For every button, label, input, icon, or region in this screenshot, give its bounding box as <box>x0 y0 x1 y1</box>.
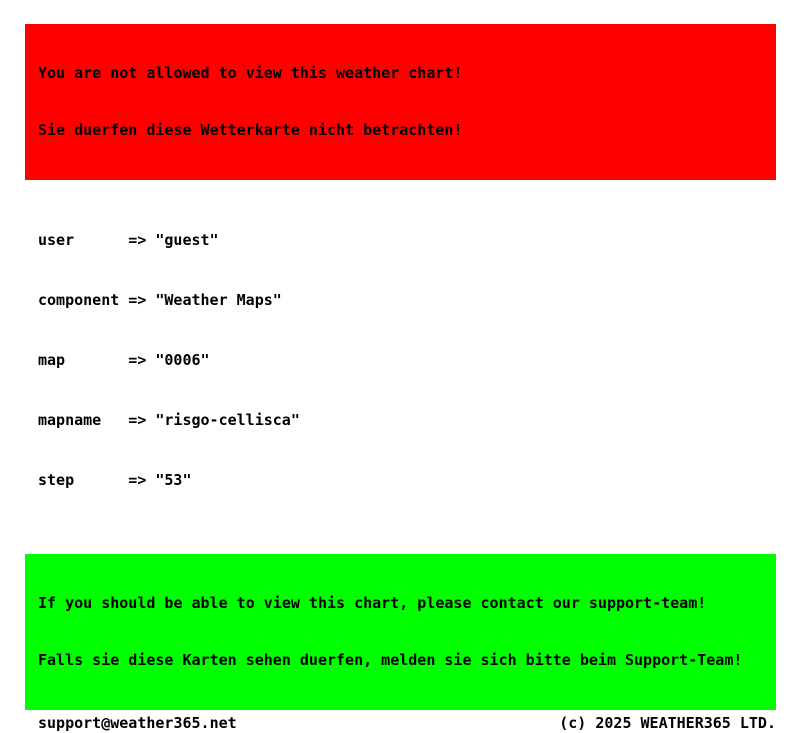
detail-key-user: user <box>38 231 75 249</box>
arrow-glyph: => <box>128 291 147 309</box>
detail-row-user <box>38 230 776 250</box>
support-banner-line-en: If you should be able to view this chart, please contact our support-team! <box>38 594 707 612</box>
error-banner <box>25 24 776 180</box>
arrow-glyph: => <box>128 231 147 249</box>
detail-row-component <box>38 290 776 310</box>
detail-key-map: map <box>38 351 66 369</box>
footer <box>25 714 776 733</box>
request-details <box>38 190 776 530</box>
detail-key-component: component <box>38 291 120 309</box>
detail-value-map: "0006" <box>155 351 210 369</box>
detail-value-user: "guest" <box>155 231 219 249</box>
support-banner-line-de: Falls sie diese Karten sehen duerfen, melden sie sich bitte beim Support-Team! <box>38 651 743 669</box>
copyright-notice: (c) 2025 WEATHER365 LTD. <box>559 714 776 732</box>
detail-value-step: "53" <box>155 471 192 489</box>
access-denied-page <box>25 24 776 733</box>
arrow-glyph: => <box>128 351 147 369</box>
error-banner-line-en: You are not allowed to view this weather chart! <box>38 64 463 82</box>
support-banner <box>25 554 776 710</box>
arrow-glyph: => <box>128 471 147 489</box>
detail-row-map <box>38 350 776 370</box>
detail-key-mapname: mapname <box>38 411 102 429</box>
detail-row-step <box>38 470 776 490</box>
support-email: support@weather365.net <box>38 714 237 732</box>
detail-value-mapname: "risgo-cellisca" <box>155 411 300 429</box>
arrow-glyph: => <box>128 411 147 429</box>
detail-row-mapname <box>38 410 776 430</box>
detail-value-component: "Weather Maps" <box>155 291 282 309</box>
detail-key-step: step <box>38 471 75 489</box>
error-banner-line-de: Sie duerfen diese Wetterkarte nicht betrachten! <box>38 121 463 139</box>
